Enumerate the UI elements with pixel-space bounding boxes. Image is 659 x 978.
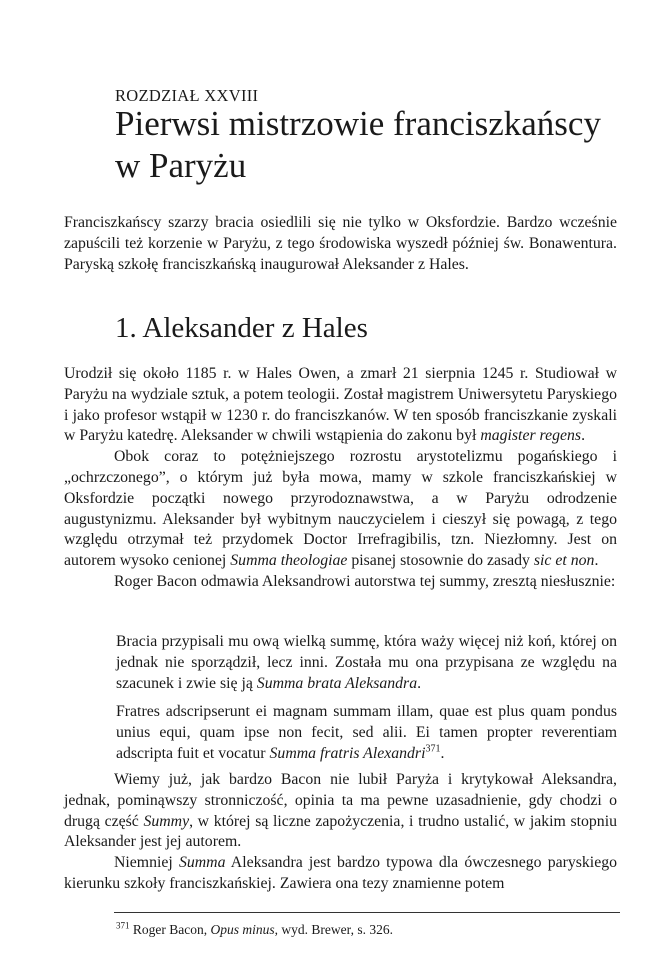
body-block-2 — [64, 770, 617, 895]
paragraph-5: Niemniej Summa Aleksandra jest bardzo typowa dla ówczesnego paryskiego kierunku szkoły franciszkańskiej. Zawiera ona tezy znamienne potem — [64, 854, 618, 892]
footnote-divider — [114, 912, 620, 913]
block-quote-latin — [116, 702, 617, 764]
intro-paragraph — [64, 213, 617, 275]
chapter-title-line1: Pierwsi mistrzowie franciszkańscy — [115, 104, 601, 143]
chapter-label: ROZDZIAŁ XXVIII — [115, 86, 259, 105]
paragraph-1: Urodził się około 1185 r. w Hales Owen, a zmarł 21 sierpnia 1245 r. Studiował w Paryżu na wydziale sztuk, a potem teologii. Został magistrem Uniwersytetu Paryskiego i jako profesor wstąpił w 1230 r. do franciszkanów. W ten sposób franciszkanie zyskali w Paryżu katedrę. Aleksander w chwili wstąpienia do zakonu był magister regens. — [64, 365, 617, 445]
paragraph-2: Obok coraz to potężniejszego rozrostu arystotelizmu pogańskiego i „ochrzczonego”, o którym już była mowa, mamy w szkole franciszkańskiej w Oksfordzie początki nowego przyrodoznawstwa, a w Paryżu odrodzenie augustynizmu. Aleksander był wybitnym nauczycielem i cieszył się powagą, z tego względu otrzymał też przydomek Doctor Irrefragibilis, tzn. Niezłomny. Jest on autorem wysoko cenionej Summa theologiae pisanej stosownie do zasady sic et non. — [64, 448, 617, 570]
intro-text: Franciszkańscy szarzy bracia osiedlili się nie tylko w Oksfordzie. Bardzo wcześnie zapuścili też korzenie w Paryżu, z tego środowiska wyszedł później św. Bonawentura. Paryską szkołę franciszkańską inaugurował Aleksander z Hales. — [64, 214, 617, 273]
paragraph-3: Roger Bacon odmawia Aleksandrowi autorstwa tej summy, zresztą niesłusznie: — [114, 572, 616, 590]
chapter-title — [115, 103, 635, 187]
footnote-number: 371 — [116, 920, 130, 931]
quote-2-text: Fratres adscripserunt ei magnam summam illam, quae est plus quam pondus unius equi, quam ipse non fecit, sed alii. Ei tamen propter reverentiam adscripta fuit et vocatur Summa fratris Alexandri$^{371}$. — [116, 703, 617, 762]
chapter-title-line2: w Paryżu — [115, 146, 247, 185]
section-title: 1. Aleksander z Hales — [115, 312, 368, 344]
paragraph-4: Wiemy już, jak bardzo Bacon nie lubił Paryża i krytykował Aleksandra, jednak, pominąwszy stronniczość, opinia ta ma pewne uzasadnienie, gdy chodzi o drugą część Summy, w której są liczne zapożyczenia, i trudno ustalić, w jakim stopniu Aleksander jest jej autorem. — [64, 771, 617, 851]
body-block-1 — [64, 364, 617, 593]
footnote-ref: 371 — [425, 743, 441, 755]
quote-1-text: Bracia przypisali mu ową wielką summę, która waży więcej niż koń, której on jednak nie sporządził, lecz inni. Została mu ona przypisana ze względu na szacunek i zwie się ją Summa brata Aleksandra. — [116, 633, 617, 692]
block-quote-polish — [116, 632, 617, 694]
footnote: $^{371}$ Roger Bacon, Opus minus, wyd. Brewer, s. 326. — [116, 920, 393, 937]
